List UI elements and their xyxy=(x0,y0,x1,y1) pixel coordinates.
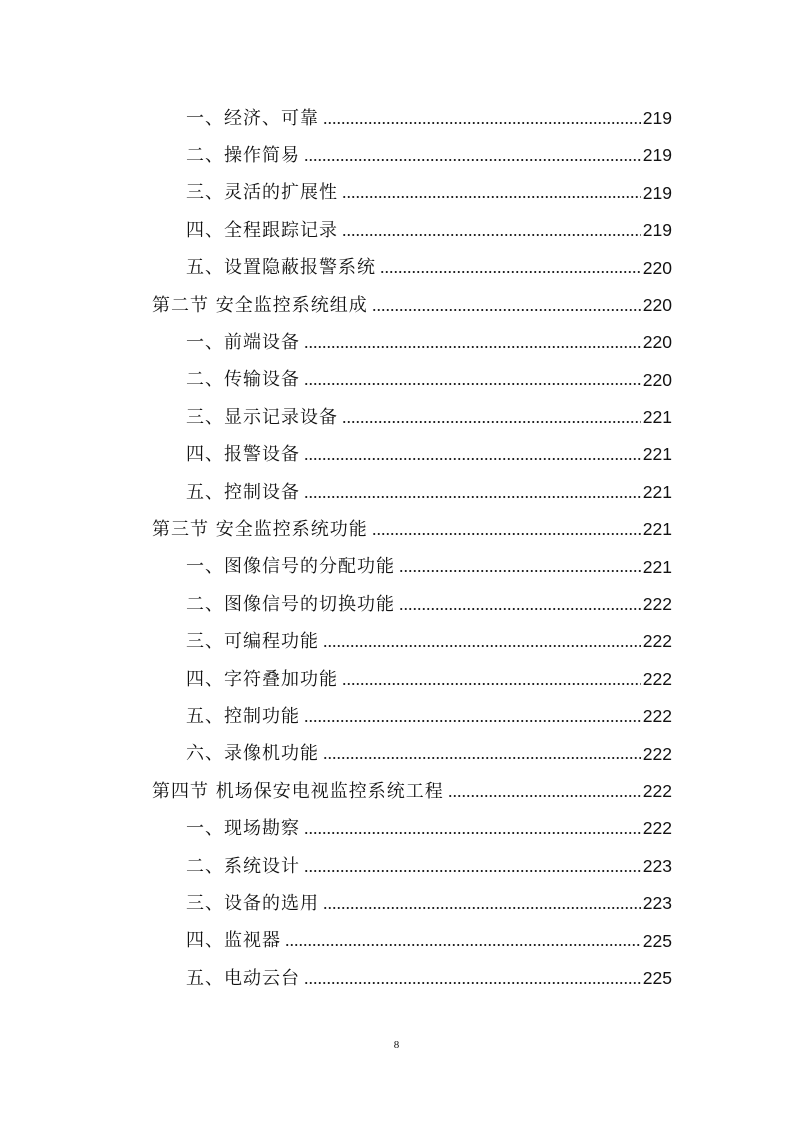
toc-section-entry[interactable] xyxy=(0,511,793,548)
toc-dot-leader xyxy=(342,188,641,206)
toc-entry-title: 第四节 机场保安电视监控系统工程 xyxy=(152,780,444,802)
toc-entry-page-number: 222 xyxy=(642,631,672,652)
toc-entry-title: 三、可编程功能 xyxy=(186,631,319,653)
toc-entry-title: 第二节 安全监控系统组成 xyxy=(152,294,368,316)
toc-entry-page-number: 225 xyxy=(642,930,672,951)
toc-subsection-entry[interactable] xyxy=(0,885,793,922)
toc-dot-leader xyxy=(399,562,641,580)
toc-dot-leader xyxy=(304,974,641,992)
toc-entry-title: 四、字符叠加功能 xyxy=(186,668,338,690)
toc-subsection-entry[interactable] xyxy=(0,549,793,586)
toc-subsection-entry[interactable] xyxy=(0,623,793,660)
toc-dot-leader xyxy=(323,749,641,767)
toc-dot-leader xyxy=(304,375,641,393)
toc-entry-page-number: 219 xyxy=(642,182,672,203)
toc-dot-leader xyxy=(372,525,641,543)
toc-dot-leader xyxy=(323,899,641,917)
toc-entry-title: 二、系统设计 xyxy=(186,855,300,877)
toc-entry-title: 四、监视器 xyxy=(186,930,281,952)
toc-entry-title: 五、控制设备 xyxy=(186,481,300,503)
toc-subsection-entry[interactable] xyxy=(0,586,793,623)
toc-entry-page-number: 223 xyxy=(642,893,672,914)
toc-entry-page-number: 219 xyxy=(642,145,672,166)
toc-entry-page-number: 221 xyxy=(642,481,672,502)
toc-dot-leader xyxy=(323,637,641,655)
toc-subsection-entry[interactable] xyxy=(0,960,793,997)
toc-dot-leader xyxy=(304,450,641,468)
toc-subsection-entry[interactable] xyxy=(0,362,793,399)
toc-entry-page-number: 221 xyxy=(642,407,672,428)
toc-entry-title: 三、显示记录设备 xyxy=(186,406,338,428)
toc-entry-page-number: 219 xyxy=(642,107,672,128)
toc-subsection-entry[interactable] xyxy=(0,137,793,174)
toc-subsection-entry[interactable] xyxy=(0,661,793,698)
toc-section-entry[interactable] xyxy=(0,287,793,324)
toc-entry-title: 二、操作简易 xyxy=(186,145,300,167)
toc-entry-page-number: 220 xyxy=(642,257,672,278)
toc-entry-title: 二、传输设备 xyxy=(186,369,300,391)
toc-entry-title: 四、报警设备 xyxy=(186,444,300,466)
toc-entry-page-number: 222 xyxy=(642,743,672,764)
toc-entry-page-number: 220 xyxy=(642,294,672,315)
toc-dot-leader xyxy=(342,675,641,693)
toc-entry-page-number: 220 xyxy=(642,369,672,390)
toc-subsection-entry[interactable] xyxy=(0,399,793,436)
toc-entry-title: 五、控制功能 xyxy=(186,705,300,727)
toc-subsection-entry[interactable] xyxy=(0,923,793,960)
toc-entry-page-number: 223 xyxy=(642,855,672,876)
toc-dot-leader xyxy=(399,600,641,618)
toc-subsection-entry[interactable] xyxy=(0,212,793,249)
toc-subsection-entry[interactable] xyxy=(0,736,793,773)
toc-entry-page-number: 220 xyxy=(642,332,672,353)
toc-entry-title: 四、全程跟踪记录 xyxy=(186,219,338,241)
toc-dot-leader xyxy=(304,862,641,880)
toc-dot-leader xyxy=(304,151,641,169)
toc-dot-leader xyxy=(304,824,641,842)
toc-entry-page-number: 219 xyxy=(642,220,672,241)
toc-entry-title: 一、经济、可靠 xyxy=(186,107,319,129)
toc-entry-title: 第三节 安全监控系统功能 xyxy=(152,518,368,540)
toc-entry-page-number: 222 xyxy=(642,818,672,839)
toc-entry-title: 五、电动云台 xyxy=(186,967,300,989)
toc-subsection-entry[interactable] xyxy=(0,324,793,361)
toc-subsection-entry[interactable] xyxy=(0,100,793,137)
table-of-contents xyxy=(0,100,793,997)
toc-dot-leader xyxy=(285,936,641,954)
toc-subsection-entry[interactable] xyxy=(0,698,793,735)
toc-entry-title: 一、现场勘察 xyxy=(186,818,300,840)
toc-section-entry[interactable] xyxy=(0,773,793,810)
toc-entry-page-number: 222 xyxy=(642,706,672,727)
toc-entry-page-number: 225 xyxy=(642,967,672,988)
toc-dot-leader xyxy=(380,263,641,281)
toc-entry-title: 五、设置隐蔽报警系统 xyxy=(186,257,376,279)
toc-dot-leader xyxy=(448,787,641,805)
toc-entry-page-number: 221 xyxy=(642,556,672,577)
toc-entry-title: 二、图像信号的切换功能 xyxy=(186,593,395,615)
toc-dot-leader xyxy=(323,114,641,132)
toc-subsection-entry[interactable] xyxy=(0,810,793,847)
toc-entry-page-number: 221 xyxy=(642,444,672,465)
toc-dot-leader xyxy=(304,338,641,356)
toc-entry-page-number: 222 xyxy=(642,780,672,801)
toc-entry-page-number: 222 xyxy=(642,594,672,615)
toc-entry-title: 六、录像机功能 xyxy=(186,743,319,765)
toc-entry-title: 三、设备的选用 xyxy=(186,892,319,914)
toc-entry-title: 一、前端设备 xyxy=(186,332,300,354)
toc-subsection-entry[interactable] xyxy=(0,175,793,212)
toc-subsection-entry[interactable] xyxy=(0,437,793,474)
toc-dot-leader xyxy=(304,712,641,730)
toc-subsection-entry[interactable] xyxy=(0,474,793,511)
toc-entry-page-number: 222 xyxy=(642,668,672,689)
toc-subsection-entry[interactable] xyxy=(0,250,793,287)
toc-entry-title: 三、灵活的扩展性 xyxy=(186,182,338,204)
page-number: 8 xyxy=(393,1039,400,1051)
toc-dot-leader xyxy=(342,413,641,431)
toc-entry-page-number: 221 xyxy=(642,519,672,540)
toc-entry-title: 一、图像信号的分配功能 xyxy=(186,556,395,578)
toc-subsection-entry[interactable] xyxy=(0,848,793,885)
toc-dot-leader xyxy=(342,226,641,244)
toc-dot-leader xyxy=(372,301,641,319)
toc-dot-leader xyxy=(304,488,641,506)
